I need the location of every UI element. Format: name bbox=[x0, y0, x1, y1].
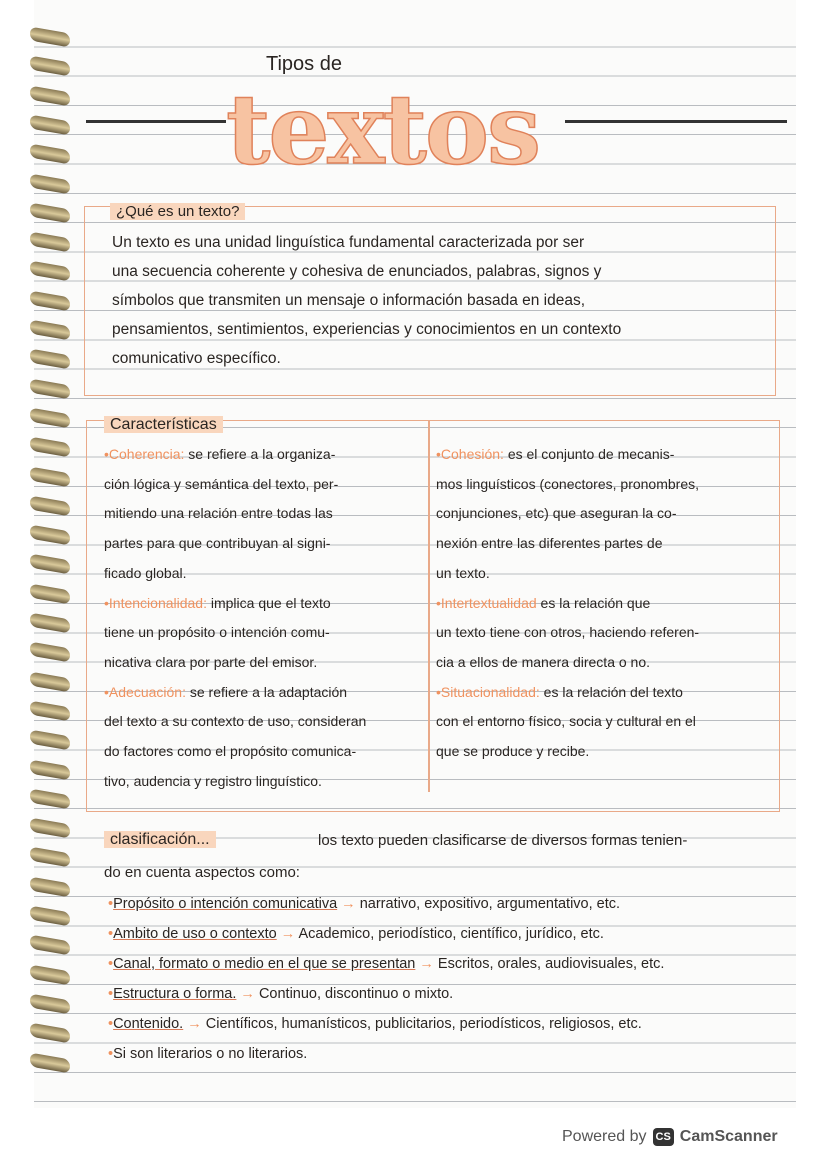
characteristic-text: mitiendo una relación entre todas las bbox=[104, 505, 333, 522]
camscanner-footer bbox=[562, 1128, 778, 1146]
spiral-ring bbox=[30, 1023, 70, 1044]
characteristic-term: Coherencia: bbox=[108, 446, 185, 462]
classification-intro-2: do en cuenta aspectos como: bbox=[104, 864, 300, 881]
spiral-ring bbox=[30, 144, 70, 165]
spiral-ring bbox=[30, 964, 70, 985]
spiral-ring bbox=[30, 642, 70, 663]
characteristic-text: un texto tiene con otros, haciendo referen- bbox=[436, 624, 700, 641]
bullet-icon: • bbox=[108, 896, 114, 912]
spiral-ring bbox=[30, 319, 70, 340]
spiral-ring bbox=[30, 56, 70, 77]
title-big: textos bbox=[226, 73, 540, 186]
classification-value: narrativo, expositivo, argumentativo, etc. bbox=[359, 896, 621, 912]
characteristic-term: Situacionalidad: bbox=[440, 683, 540, 700]
spiral-ring bbox=[30, 818, 70, 839]
spiral-ring bbox=[30, 290, 70, 311]
characteristic-text: se refiere a la organiza- bbox=[184, 446, 336, 462]
spiral-ring bbox=[30, 583, 70, 604]
characteristic-line bbox=[104, 713, 422, 730]
spiral-ring bbox=[30, 993, 70, 1014]
characteristic-term: Intertextualidad bbox=[440, 594, 537, 611]
characteristic-text: ficado global. bbox=[104, 564, 187, 581]
characteristic-text: con el entorno físico, socia y cultural en el bbox=[436, 713, 696, 730]
characteristic-line bbox=[436, 684, 754, 701]
arrow-icon: → bbox=[236, 986, 259, 1002]
spiral-ring bbox=[30, 378, 70, 399]
bullet-icon: • bbox=[108, 986, 114, 1002]
characteristic-line bbox=[104, 743, 422, 760]
characteristic-line bbox=[436, 743, 754, 760]
characteristic-text: del texto a su contexto de uso, consideran bbox=[104, 713, 367, 730]
spiral-ring bbox=[30, 495, 70, 516]
spiral-ring bbox=[30, 349, 70, 370]
classification-key: Ambito de uso o contexto bbox=[113, 926, 277, 942]
title-small: Tipos de bbox=[266, 53, 342, 75]
spiral-binding bbox=[30, 30, 72, 1090]
characteristic-text: tiene un propósito o intención comu- bbox=[104, 624, 330, 641]
characteristic-line bbox=[104, 476, 422, 493]
spiral-ring bbox=[30, 935, 70, 956]
classification-value: Científicos, humanísticos, publicitarios, periodísticos, religiosos, etc. bbox=[205, 1016, 642, 1032]
characteristic-line bbox=[436, 565, 754, 582]
arrow-icon: → bbox=[415, 956, 438, 972]
camscanner-logo-icon: CS bbox=[653, 1128, 674, 1146]
spiral-ring bbox=[30, 407, 70, 428]
characteristic-text: que se produce y recibe. bbox=[436, 743, 590, 759]
spiral-ring bbox=[30, 554, 70, 575]
characteristic-text: cia a ellos de manera directa o no. bbox=[436, 653, 651, 670]
definition-line: Un texto es una unidad linguística fundamental caracterizada por ser bbox=[112, 234, 585, 251]
characteristic-line bbox=[104, 684, 422, 701]
characteristic-text: implica que el texto bbox=[206, 594, 331, 611]
classification-heading: clasificación... bbox=[104, 831, 216, 848]
characteristic-line bbox=[104, 773, 422, 790]
spiral-ring bbox=[30, 26, 70, 47]
characteristic-line bbox=[104, 654, 422, 671]
spiral-ring bbox=[30, 876, 70, 897]
characteristic-text: ción lógica y semántica del texto, per- bbox=[104, 475, 339, 492]
bullet-icon: • bbox=[436, 594, 441, 611]
classification-key: Si son literarios o no literarios. bbox=[113, 1046, 308, 1062]
characteristic-term: Cohesión: bbox=[440, 446, 504, 462]
characteristic-line bbox=[436, 595, 754, 612]
characteristic-line bbox=[104, 446, 422, 463]
classification-item bbox=[108, 986, 453, 1003]
title-rule-left bbox=[86, 120, 226, 123]
classification-item bbox=[108, 1016, 642, 1033]
characteristic-line bbox=[104, 595, 422, 612]
spiral-ring bbox=[30, 114, 70, 135]
bullet-icon: • bbox=[104, 683, 109, 700]
definition-line: pensamientos, sentimientos, experiencias y conocimientos en un contexto bbox=[112, 321, 622, 338]
characteristic-text: se refiere a la adaptación bbox=[185, 683, 348, 700]
characteristic-line bbox=[436, 446, 754, 463]
characteristic-line bbox=[104, 565, 422, 582]
spiral-ring bbox=[30, 261, 70, 282]
characteristic-text: un texto. bbox=[436, 564, 490, 581]
characteristic-line bbox=[104, 535, 422, 552]
characteristic-text: es el conjunto de mecanis- bbox=[503, 446, 675, 462]
classification-item bbox=[108, 926, 604, 943]
bullet-icon: • bbox=[108, 926, 114, 942]
spiral-ring bbox=[30, 905, 70, 926]
classification-value: Continuo, discontinuo o mixto. bbox=[258, 986, 454, 1002]
spiral-ring bbox=[30, 847, 70, 868]
characteristics-heading: Características bbox=[104, 416, 223, 433]
classification-value: Academico, periodístico, científico, jurídico, etc. bbox=[298, 926, 604, 942]
bullet-icon: • bbox=[108, 1046, 114, 1062]
bullet-icon: • bbox=[108, 956, 114, 972]
characteristic-line bbox=[104, 505, 422, 522]
brand: CamScanner bbox=[679, 1128, 778, 1145]
title-rule-right bbox=[565, 120, 787, 123]
characteristic-line bbox=[104, 624, 422, 641]
bullet-icon: • bbox=[104, 594, 109, 611]
spiral-ring bbox=[30, 232, 70, 253]
spiral-ring bbox=[30, 612, 70, 633]
characteristic-line bbox=[436, 535, 754, 552]
characteristic-term: Adecuación: bbox=[108, 683, 186, 700]
spiral-ring bbox=[30, 466, 70, 487]
arrow-icon: → bbox=[276, 926, 299, 942]
characteristic-line bbox=[436, 713, 754, 730]
spiral-ring bbox=[30, 85, 70, 106]
bullet-icon: • bbox=[104, 446, 109, 462]
powered-by: Powered by bbox=[562, 1128, 647, 1145]
spiral-ring bbox=[30, 437, 70, 458]
section-what-heading: ¿Qué es un texto? bbox=[110, 203, 245, 220]
definition-line: símbolos que transmiten un mensaje o información basada en ideas, bbox=[112, 292, 586, 309]
arrow-icon: → bbox=[337, 896, 360, 912]
spiral-ring bbox=[30, 525, 70, 546]
spiral-ring bbox=[30, 202, 70, 223]
classification-item bbox=[108, 896, 620, 913]
classification-key: Canal, formato o medio en el que se presentan bbox=[113, 956, 416, 972]
characteristic-line bbox=[436, 476, 754, 493]
classification-value: Escritos, orales, audiovisuales, etc. bbox=[437, 956, 665, 972]
characteristic-text: nexión entre las diferentes partes de bbox=[436, 535, 663, 552]
spiral-ring bbox=[30, 700, 70, 721]
definition-line: una secuencia coherente y cohesiva de enunciados, palabras, signos y bbox=[112, 263, 602, 280]
spiral-ring bbox=[30, 1052, 70, 1073]
spiral-ring bbox=[30, 730, 70, 751]
spiral-ring bbox=[30, 759, 70, 780]
characteristic-term: Intencionalidad: bbox=[108, 594, 207, 611]
column-divider bbox=[428, 420, 430, 792]
classification-key: Estructura o forma. bbox=[113, 986, 237, 1002]
characteristic-text: do factores como el propósito comunica- bbox=[104, 743, 357, 759]
arrow-icon: → bbox=[183, 1016, 206, 1032]
definition-line: comunicativo específico. bbox=[112, 350, 281, 367]
characteristic-line bbox=[436, 505, 754, 522]
classification-key: Contenido. bbox=[113, 1016, 184, 1032]
characteristic-line bbox=[436, 624, 754, 641]
characteristic-text: es la relación del texto bbox=[539, 683, 683, 700]
characteristic-text: conjunciones, etc) que aseguran la co- bbox=[436, 505, 677, 522]
classification-item bbox=[108, 1046, 307, 1063]
bullet-icon: • bbox=[436, 446, 441, 462]
classification-key: Propósito o intención comunicativa bbox=[113, 896, 338, 912]
spiral-ring bbox=[30, 788, 70, 809]
characteristic-text: mos linguísticos (conectores, pronombres, bbox=[436, 475, 699, 492]
characteristic-text: es la relación que bbox=[536, 594, 651, 611]
characteristic-text: partes para que contribuyan al signi- bbox=[104, 535, 331, 552]
classification-intro: los texto pueden clasificarse de diversos formas tenien- bbox=[318, 832, 688, 849]
spiral-ring bbox=[30, 173, 70, 194]
characteristic-line bbox=[436, 654, 754, 671]
classification-item bbox=[108, 956, 664, 973]
characteristic-text: nicativa clara por parte del emisor. bbox=[104, 653, 318, 670]
bullet-icon: • bbox=[436, 683, 441, 700]
spiral-ring bbox=[30, 671, 70, 692]
characteristic-text: tivo, audencia y registro linguístico. bbox=[104, 772, 322, 789]
bullet-icon: • bbox=[108, 1016, 114, 1032]
